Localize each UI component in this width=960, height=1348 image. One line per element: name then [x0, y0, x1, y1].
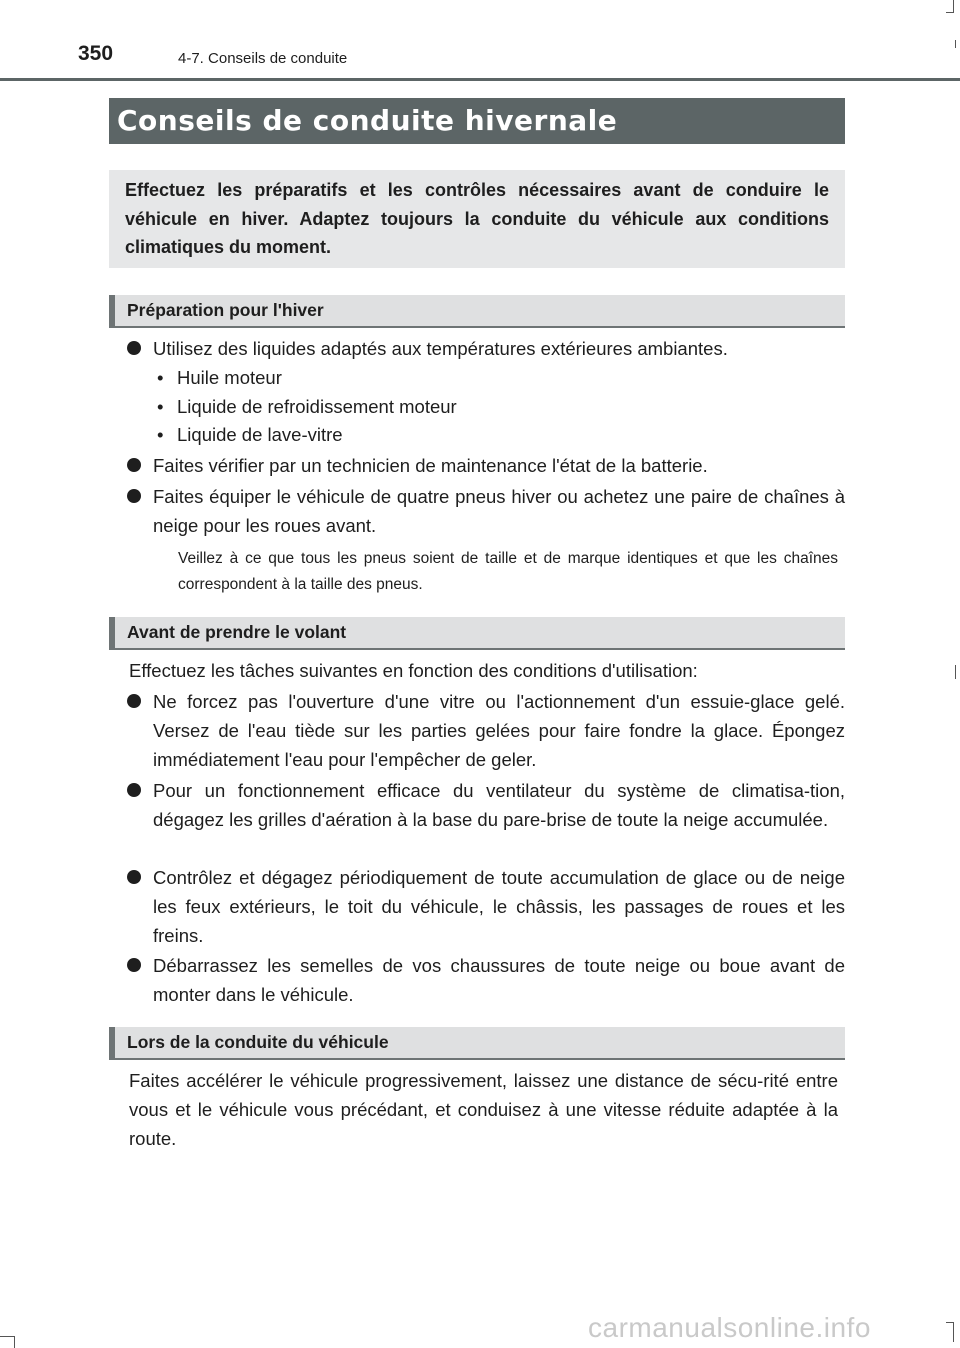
list-item-text: Pour un fonctionnement efficace du ventilateur du système de climatisa-tion, dégagez les grilles d'aération à la base du pare-brise de toute la neige accumulée.	[153, 780, 845, 830]
page-number: 350	[78, 42, 114, 65]
section-label: 4-7. Conseils de conduite	[178, 50, 348, 67]
header-rule	[0, 78, 960, 81]
footer-watermark: carmanualsonline.info	[588, 1312, 871, 1343]
list-item-text: Contrôlez et dégagez périodiquement de toute accumulation de glace ou de neige les feux extérieurs, le toit du véhicule, le châssis, les passages de roues et les freins.	[153, 867, 845, 946]
list-item	[127, 451, 845, 480]
crop-mark	[946, 12, 954, 13]
section-heading-before-driving: Avant de prendre le volant	[109, 617, 845, 650]
page-title: Conseils de conduite hivernale	[109, 98, 845, 144]
list-item-text: Faites vérifier par un technicien de maintenance l'état de la batterie.	[153, 455, 708, 476]
sub-bullet-marker: •	[157, 424, 164, 445]
section-heading-winter-prep: Préparation pour l'hiver	[109, 295, 845, 328]
crop-mark	[0, 1336, 14, 1337]
crop-mark	[953, 0, 954, 12]
sub-bullet-marker: •	[157, 367, 164, 388]
bullet-icon	[127, 958, 141, 972]
bullet-icon	[127, 694, 141, 708]
sub-list-item	[157, 363, 282, 392]
crop-mark	[955, 40, 956, 48]
crop-mark	[14, 1336, 15, 1348]
sub-list-item-text: Liquide de refroidissement moteur	[177, 396, 457, 417]
list-item	[127, 776, 845, 834]
sub-list-item	[157, 420, 343, 449]
intro-box: Effectuez les préparatifs et les contrôles nécessaires avant de conduire le véhicule en hiver. Adaptez toujours la conduite du véhicule aux conditions climatiques du moment.	[109, 170, 845, 268]
bullet-icon	[127, 458, 141, 472]
sub-list-item	[157, 392, 457, 421]
bullet-icon	[127, 341, 141, 355]
crop-mark	[955, 665, 956, 679]
sub-list-item-text: Liquide de lave-vitre	[177, 424, 343, 445]
section-lead: Effectuez les tâches suivantes en fonction des conditions d'utilisation:	[129, 660, 698, 681]
list-item	[127, 863, 845, 950]
list-item-text: Faites équiper le véhicule de quatre pneus hiver ou achetez une paire de chaînes à neige pour les roues avant.	[153, 486, 845, 536]
list-item-text: Utilisez des liquides adaptés aux températures extérieures ambiantes.	[153, 338, 728, 359]
list-item	[127, 482, 845, 540]
bullet-icon	[127, 870, 141, 884]
crop-mark	[953, 1322, 954, 1342]
bullet-icon	[127, 489, 141, 503]
section-body: Faites accélérer le véhicule progressivement, laissez une distance de sécu-rité entre vous et le véhicule vous précédant, et conduisez à une vitesse réduite adaptée à la route.	[129, 1070, 838, 1149]
list-item-text: Ne forcez pas l'ouverture d'une vitre ou l'actionnement d'un essuie-glace gelé. Versez de l'eau tiède sur les parties gelées pour faire fondre la glace. Épongez immédiatement l'eau pour l'empêcher de geler.	[153, 691, 845, 770]
sub-bullet-marker: •	[157, 396, 164, 417]
section-heading-while-driving: Lors de la conduite du véhicule	[109, 1027, 845, 1060]
list-item	[127, 687, 845, 774]
bullet-icon	[127, 783, 141, 797]
crop-mark	[946, 1322, 954, 1323]
list-item	[127, 334, 845, 363]
list-item	[127, 951, 845, 1009]
sub-list-item-text: Huile moteur	[177, 367, 282, 388]
list-item-text: Débarrassez les semelles de vos chaussures de toute neige ou boue avant de monter dans le véhicule.	[153, 955, 845, 1005]
note-text: Veillez à ce que tous les pneus soient de taille et de marque identiques et que les chaînes correspondent à la taille des pneus.	[178, 550, 838, 593]
